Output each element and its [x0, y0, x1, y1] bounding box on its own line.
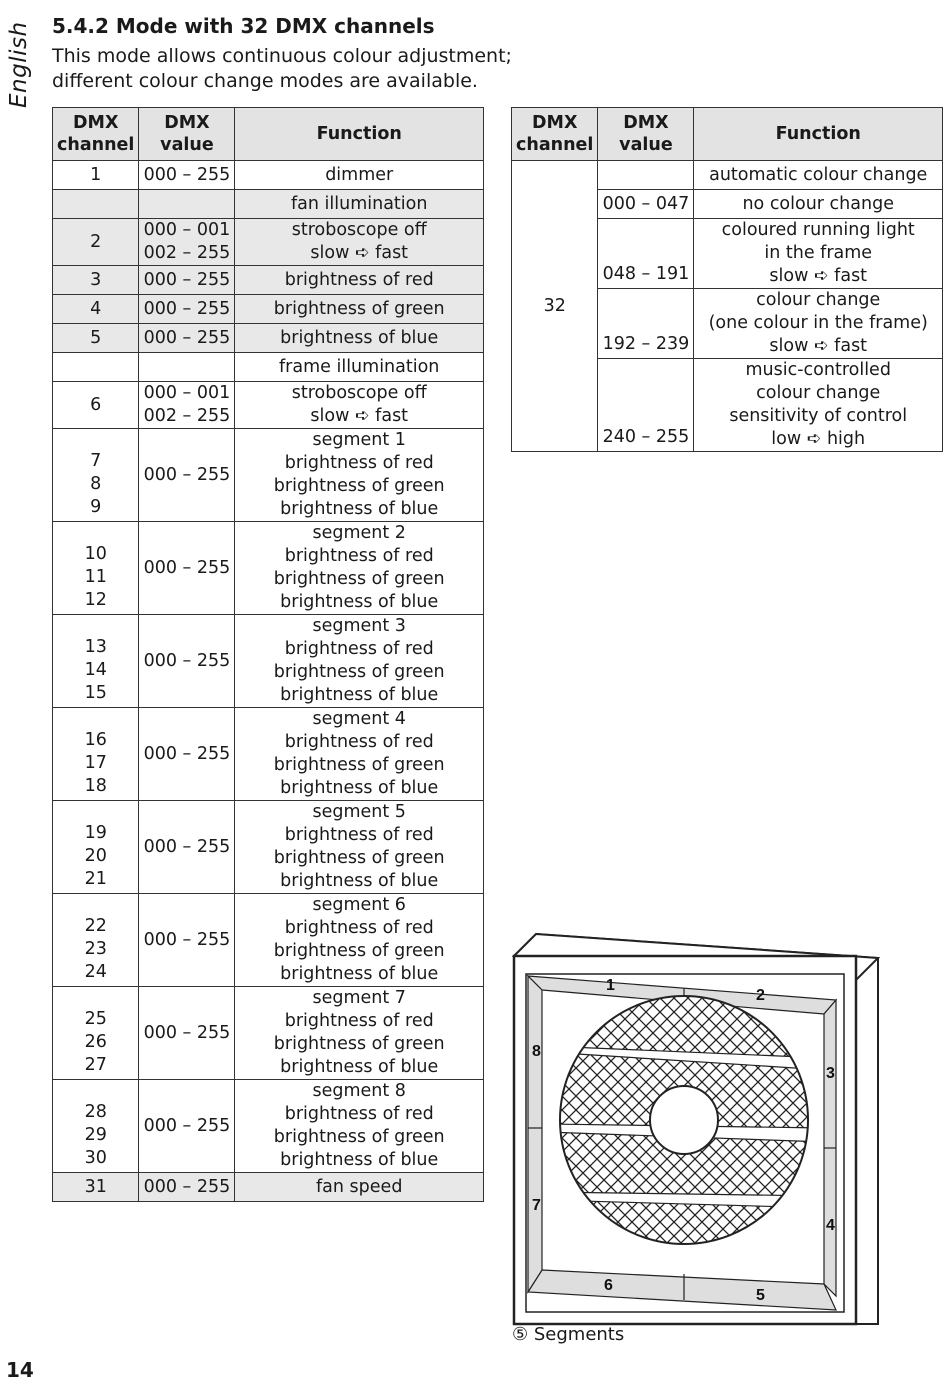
value-cell	[598, 289, 694, 359]
header-channel: DMX channel	[512, 108, 598, 161]
value-cell	[139, 615, 235, 708]
function-cell	[235, 266, 484, 295]
function-cell-line: brightness of blue	[280, 327, 439, 348]
value-cell	[139, 219, 235, 266]
value-cell-line: 000 – 255	[143, 269, 231, 290]
function-cell-line: segment 7	[312, 988, 406, 1008]
value-cell	[139, 266, 235, 295]
function-cell	[694, 190, 943, 219]
function-cell-line: frame illumination	[279, 356, 440, 377]
function-cell	[235, 429, 484, 522]
value-cell	[139, 190, 235, 219]
table-row	[53, 353, 484, 382]
value-cell-line: 000 – 255	[143, 298, 231, 319]
value-cell-line: 000 – 001	[143, 383, 231, 403]
function-cell-line: brightness of blue	[280, 499, 439, 519]
channel-cell-line: 8	[90, 474, 102, 494]
function-cell-line: segment 1	[312, 430, 406, 450]
function-cell	[235, 382, 484, 429]
channel-cell-line: 27	[84, 1055, 107, 1075]
segment-label: 1	[606, 977, 615, 994]
channel-cell	[53, 324, 139, 353]
intro-line: This mode allows continuous colour adjustment;	[52, 45, 512, 67]
channel-cell-line: 13	[84, 637, 107, 657]
channel-cell	[53, 894, 139, 987]
value-cell	[139, 295, 235, 324]
channel-cell	[53, 266, 139, 295]
value-cell-line: 240 – 255	[602, 427, 690, 447]
value-cell	[598, 190, 694, 219]
value-cell-line: 002 – 255	[143, 243, 231, 263]
function-cell-line: brightness of green	[273, 476, 445, 496]
value-cell	[598, 219, 694, 289]
function-cell-line: stroboscope off	[291, 220, 427, 240]
function-cell-line: brightness of red	[284, 639, 434, 659]
function-cell	[235, 219, 484, 266]
value-cell	[139, 522, 235, 615]
function-cell-line: segment 3	[312, 616, 406, 636]
function-cell	[235, 708, 484, 801]
value-cell	[598, 161, 694, 190]
channel-cell-line: 28	[84, 1102, 107, 1122]
intro-text	[52, 44, 512, 94]
channel-cell	[53, 429, 139, 522]
value-cell	[139, 429, 235, 522]
table-row	[53, 522, 484, 615]
channel-cell-line: 7	[90, 451, 102, 471]
value-cell	[139, 894, 235, 987]
header-value: DMX value	[139, 108, 235, 161]
table-row	[53, 382, 484, 429]
function-cell-line: segment 2	[312, 523, 406, 543]
channel-cell	[53, 1080, 139, 1173]
dmx-table-left	[52, 107, 484, 1202]
channel-cell-line: 3	[90, 269, 102, 290]
channel-cell-line: 11	[84, 567, 107, 587]
table-row	[53, 266, 484, 295]
value-cell-line: 002 – 255	[143, 406, 231, 426]
function-cell-line: brightness of red	[284, 1104, 434, 1124]
function-cell-line: brightness of blue	[280, 1057, 439, 1077]
channel-cell-line: 23	[84, 939, 107, 959]
channel-cell-line: 19	[84, 823, 107, 843]
function-cell-line: brightness of blue	[280, 592, 439, 612]
function-cell-line: brightness of blue	[280, 964, 439, 984]
function-cell-line: brightness of green	[273, 755, 445, 775]
function-cell	[235, 324, 484, 353]
function-cell-line: segment 6	[312, 895, 406, 915]
function-cell-line: brightness of red	[284, 453, 434, 473]
function-cell-line: fan speed	[316, 1176, 403, 1197]
value-cell	[139, 324, 235, 353]
value-cell	[139, 708, 235, 801]
function-cell-line: colour change	[756, 290, 881, 310]
function-cell-line: brightness of green	[273, 569, 445, 589]
function-cell-line: brightness of green	[273, 1127, 445, 1147]
function-cell-line: segment 5	[312, 802, 406, 822]
value-cell-line: 000 – 255	[143, 164, 231, 185]
table-row	[53, 190, 484, 219]
function-cell-line: slow ➪ fast	[310, 406, 409, 426]
function-cell-line: brightness of green	[273, 662, 445, 682]
section-heading: 5.4.2 Mode with 32 DMX channels	[52, 14, 435, 38]
value-cell	[139, 382, 235, 429]
function-cell-line: brightness of red	[284, 825, 434, 845]
table-row	[53, 219, 484, 266]
function-cell	[235, 615, 484, 708]
fan-hub	[650, 1086, 718, 1154]
figure-caption: ⑤ Segments	[512, 1324, 625, 1345]
channel-cell-line: 5	[90, 327, 102, 348]
value-cell	[139, 353, 235, 382]
channel-cell-line: 20	[84, 846, 107, 866]
segment-label: 6	[604, 1277, 613, 1294]
header-channel: DMX channel	[53, 108, 139, 161]
table-row	[53, 987, 484, 1080]
function-cell	[235, 801, 484, 894]
header-function: Function	[235, 108, 484, 161]
channel-cell	[53, 1173, 139, 1202]
segment-label: 7	[532, 1197, 541, 1214]
table-row	[53, 894, 484, 987]
function-cell-line: slow ➪ fast	[769, 266, 868, 286]
segment-label: 2	[756, 987, 765, 1004]
value-cell-line: 000 – 255	[143, 557, 231, 578]
value-cell-line: 048 – 191	[602, 264, 690, 284]
function-cell	[235, 190, 484, 219]
function-cell	[694, 161, 943, 190]
function-cell-line: in the frame	[764, 243, 873, 263]
value-cell	[139, 161, 235, 190]
function-cell	[235, 161, 484, 190]
dmx-table-right	[511, 107, 943, 452]
channel-cell-line: 30	[84, 1148, 107, 1168]
table-row	[53, 429, 484, 522]
function-cell-line: slow ➪ fast	[769, 336, 868, 356]
function-cell-line: no colour change	[742, 193, 894, 214]
function-cell-line: (one colour in the frame)	[708, 313, 928, 333]
function-cell-line: brightness of blue	[280, 685, 439, 705]
channel-cell-line: 6	[90, 394, 102, 415]
function-cell-line: brightness of green	[273, 848, 445, 868]
function-cell	[235, 522, 484, 615]
header-value: DMX value	[598, 108, 694, 161]
function-cell-line: brightness of green	[273, 1034, 445, 1054]
function-cell-line: slow ➪ fast	[310, 243, 409, 263]
channel-cell-line: 1	[90, 164, 102, 185]
segment-label: 5	[756, 1287, 765, 1304]
function-cell-line: brightness of red	[284, 269, 434, 290]
value-cell	[598, 359, 694, 452]
value-cell-line: 000 – 047	[602, 193, 690, 214]
value-cell-line: 000 – 255	[143, 1115, 231, 1136]
function-cell-line: music-controlled	[745, 360, 891, 380]
channel-cell-line: 18	[84, 776, 107, 796]
function-cell-line: brightness of red	[284, 732, 434, 752]
function-cell-line: dimmer	[325, 164, 394, 185]
channel-cell	[53, 615, 139, 708]
table-row	[53, 708, 484, 801]
function-cell-line: brightness of red	[284, 1011, 434, 1031]
value-cell	[139, 801, 235, 894]
value-cell	[139, 1080, 235, 1173]
function-cell-line: brightness of red	[284, 546, 434, 566]
function-cell-line: brightness of blue	[280, 871, 439, 891]
function-cell	[235, 1080, 484, 1173]
intro-line: different colour change modes are available.	[52, 70, 478, 92]
channel-cell: 32	[512, 161, 598, 452]
table-row	[53, 161, 484, 190]
channel-cell	[53, 190, 139, 219]
segment-label: 4	[826, 1217, 835, 1234]
channel-cell-line: 4	[90, 298, 102, 319]
function-cell	[235, 1173, 484, 1202]
value-cell-line: 000 – 255	[143, 1176, 231, 1197]
function-cell-line: brightness of blue	[280, 1150, 439, 1170]
table-row	[53, 801, 484, 894]
value-cell-line: 000 – 255	[143, 464, 231, 485]
channel-cell	[53, 801, 139, 894]
table-row	[53, 1080, 484, 1173]
function-cell-line: brightness of red	[284, 918, 434, 938]
function-cell	[694, 289, 943, 359]
header-function: Function	[694, 108, 943, 161]
channel-cell-line: 21	[84, 869, 107, 889]
channel-cell-line: 2	[90, 231, 102, 252]
function-cell-line: segment 4	[312, 709, 406, 729]
function-cell	[235, 894, 484, 987]
segment-label: 3	[826, 1065, 835, 1082]
channel-cell-line: 25	[84, 1009, 107, 1029]
function-cell	[694, 219, 943, 289]
function-cell	[235, 987, 484, 1080]
value-cell-line: 000 – 001	[143, 220, 231, 240]
channel-cell	[53, 295, 139, 324]
function-cell-line: sensitivity of control	[729, 406, 908, 426]
table-row	[53, 324, 484, 353]
segments-figure	[506, 928, 886, 1328]
channel-cell	[53, 353, 139, 382]
channel-cell	[53, 522, 139, 615]
channel-cell-line: 16	[84, 730, 107, 750]
value-cell-line: 000 – 255	[143, 650, 231, 671]
channel-cell-line: 22	[84, 916, 107, 936]
channel-cell	[53, 382, 139, 429]
value-cell	[139, 1173, 235, 1202]
function-cell	[235, 295, 484, 324]
value-cell-line: 000 – 255	[143, 1022, 231, 1043]
channel-cell-line: 15	[84, 683, 107, 703]
function-cell	[694, 359, 943, 452]
channel-cell-line: 14	[84, 660, 107, 680]
table-row	[53, 615, 484, 708]
channel-cell-line: 10	[84, 544, 107, 564]
function-cell-line: fan illumination	[290, 193, 428, 214]
function-cell-line: segment 8	[312, 1081, 406, 1101]
function-cell-line: brightness of blue	[280, 778, 439, 798]
function-cell	[235, 353, 484, 382]
value-cell-line: 000 – 255	[143, 929, 231, 950]
function-cell-line: automatic colour change	[709, 164, 928, 185]
page-number: 14	[6, 1358, 34, 1382]
segment-label: 8	[532, 1043, 541, 1060]
function-cell-line: coloured running light	[721, 220, 915, 240]
function-cell-line: low ➪ high	[771, 429, 866, 449]
value-cell	[139, 987, 235, 1080]
function-cell-line: stroboscope off	[291, 383, 427, 403]
channel-cell-line: 24	[84, 962, 107, 982]
channel-cell-line: 26	[84, 1032, 107, 1052]
segment-left	[528, 976, 542, 1292]
channel-cell-line: 31	[84, 1176, 107, 1197]
table-row	[512, 161, 943, 190]
channel-cell	[53, 161, 139, 190]
channel-cell-line: 29	[84, 1125, 107, 1145]
value-cell-line: 000 – 255	[143, 327, 231, 348]
channel-cell-line: 9	[90, 497, 102, 517]
function-cell-line: colour change	[756, 383, 881, 403]
table-row	[53, 295, 484, 324]
channel-cell	[53, 708, 139, 801]
function-cell-line: brightness of green	[273, 941, 445, 961]
channel-cell-line: 17	[84, 753, 107, 773]
channel-cell-line: 12	[84, 590, 107, 610]
function-cell-line: brightness of green	[273, 298, 445, 319]
channel-cell	[53, 219, 139, 266]
channel-cell	[53, 987, 139, 1080]
value-cell-line: 000 – 255	[143, 743, 231, 764]
table-row	[53, 1173, 484, 1202]
value-cell-line: 192 – 239	[602, 334, 690, 354]
value-cell-line: 000 – 255	[143, 836, 231, 857]
